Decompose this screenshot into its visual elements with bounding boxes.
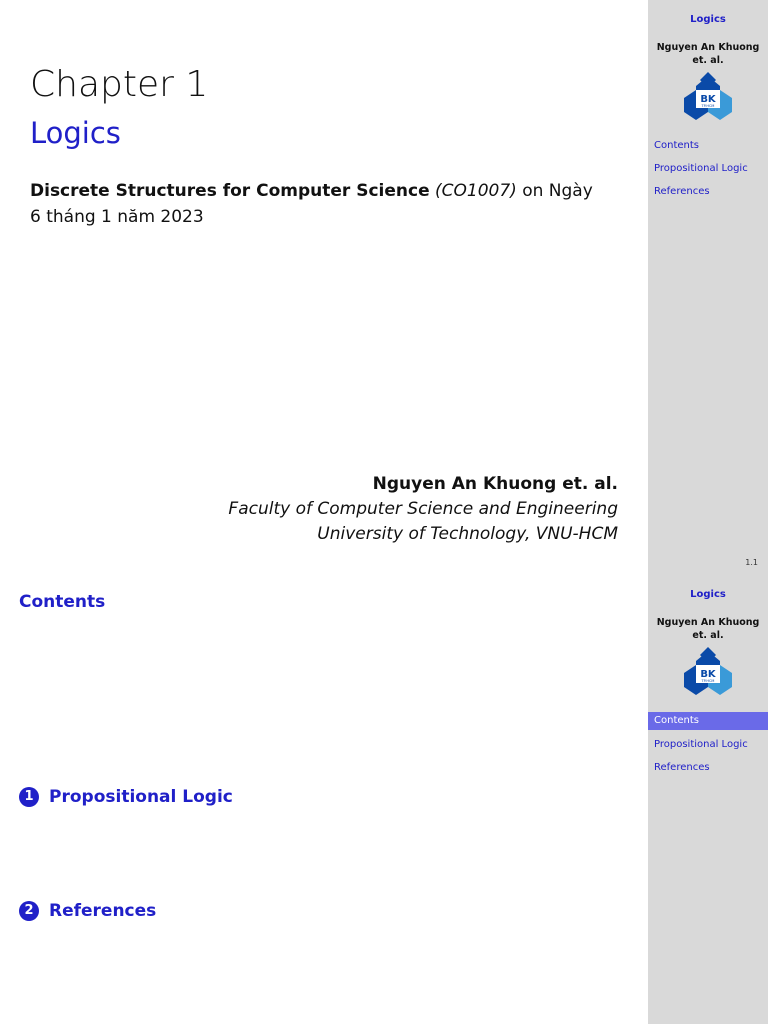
chapter-heading: Chapter 1 xyxy=(30,64,209,105)
logo-text: BK xyxy=(700,94,716,105)
sidebar-nav xyxy=(648,712,768,781)
toc-label: Propositional Logic xyxy=(49,787,233,807)
sidebar-author: Nguyen An Khuong et. al. xyxy=(656,42,760,66)
affiliation-university: University of Technology, VNU-HCM xyxy=(317,524,618,544)
toc-number-badge: 1 xyxy=(19,787,39,807)
page-number: 1.1 xyxy=(745,558,758,567)
author-block xyxy=(228,472,618,547)
sidebar-item-contents[interactable]: Contents xyxy=(654,140,699,151)
course-info xyxy=(30,178,620,230)
slide-contents xyxy=(0,575,768,1024)
sidebar-title[interactable]: Logics xyxy=(690,589,726,600)
sidebar-item-propositional-logic[interactable]: Propositional Logic xyxy=(654,163,748,174)
course-name: Discrete Structures for Computer Science xyxy=(30,181,430,201)
university-logo-icon xyxy=(684,647,732,697)
toc-item-propositional-logic[interactable] xyxy=(19,787,233,807)
toc-label: References xyxy=(49,901,157,921)
toc-number-badge: 2 xyxy=(19,901,39,921)
sidebar xyxy=(648,0,768,575)
logo-text: BK xyxy=(700,669,716,680)
sidebar-item-propositional-logic[interactable]: Propositional Logic xyxy=(654,739,748,750)
sidebar xyxy=(648,575,768,1024)
university-logo-icon xyxy=(684,72,732,122)
sidebar-author: Nguyen An Khuong et. al. xyxy=(656,617,760,641)
slide-subtitle: Logics xyxy=(30,116,121,150)
course-date-prefix: on Ngày xyxy=(516,181,593,201)
course-date: 6 tháng 1 năm 2023 xyxy=(30,207,204,227)
sidebar-item-references[interactable]: References xyxy=(654,762,710,773)
logo-subtext: TP.HCM xyxy=(701,679,715,683)
affiliation-faculty: Faculty of Computer Science and Engineering xyxy=(228,499,618,519)
logo-subtext: TP.HCM xyxy=(701,104,715,108)
author-name: Nguyen An Khuong et. al. xyxy=(372,474,618,494)
sidebar-item-references[interactable]: References xyxy=(654,186,710,197)
sidebar-title[interactable]: Logics xyxy=(690,14,726,25)
contents-heading: Contents xyxy=(19,592,106,612)
sidebar-item-contents[interactable]: Contents xyxy=(648,712,768,730)
sidebar-nav xyxy=(648,136,768,205)
course-code: (CO1007) xyxy=(435,181,517,201)
toc-item-references[interactable] xyxy=(19,901,156,921)
